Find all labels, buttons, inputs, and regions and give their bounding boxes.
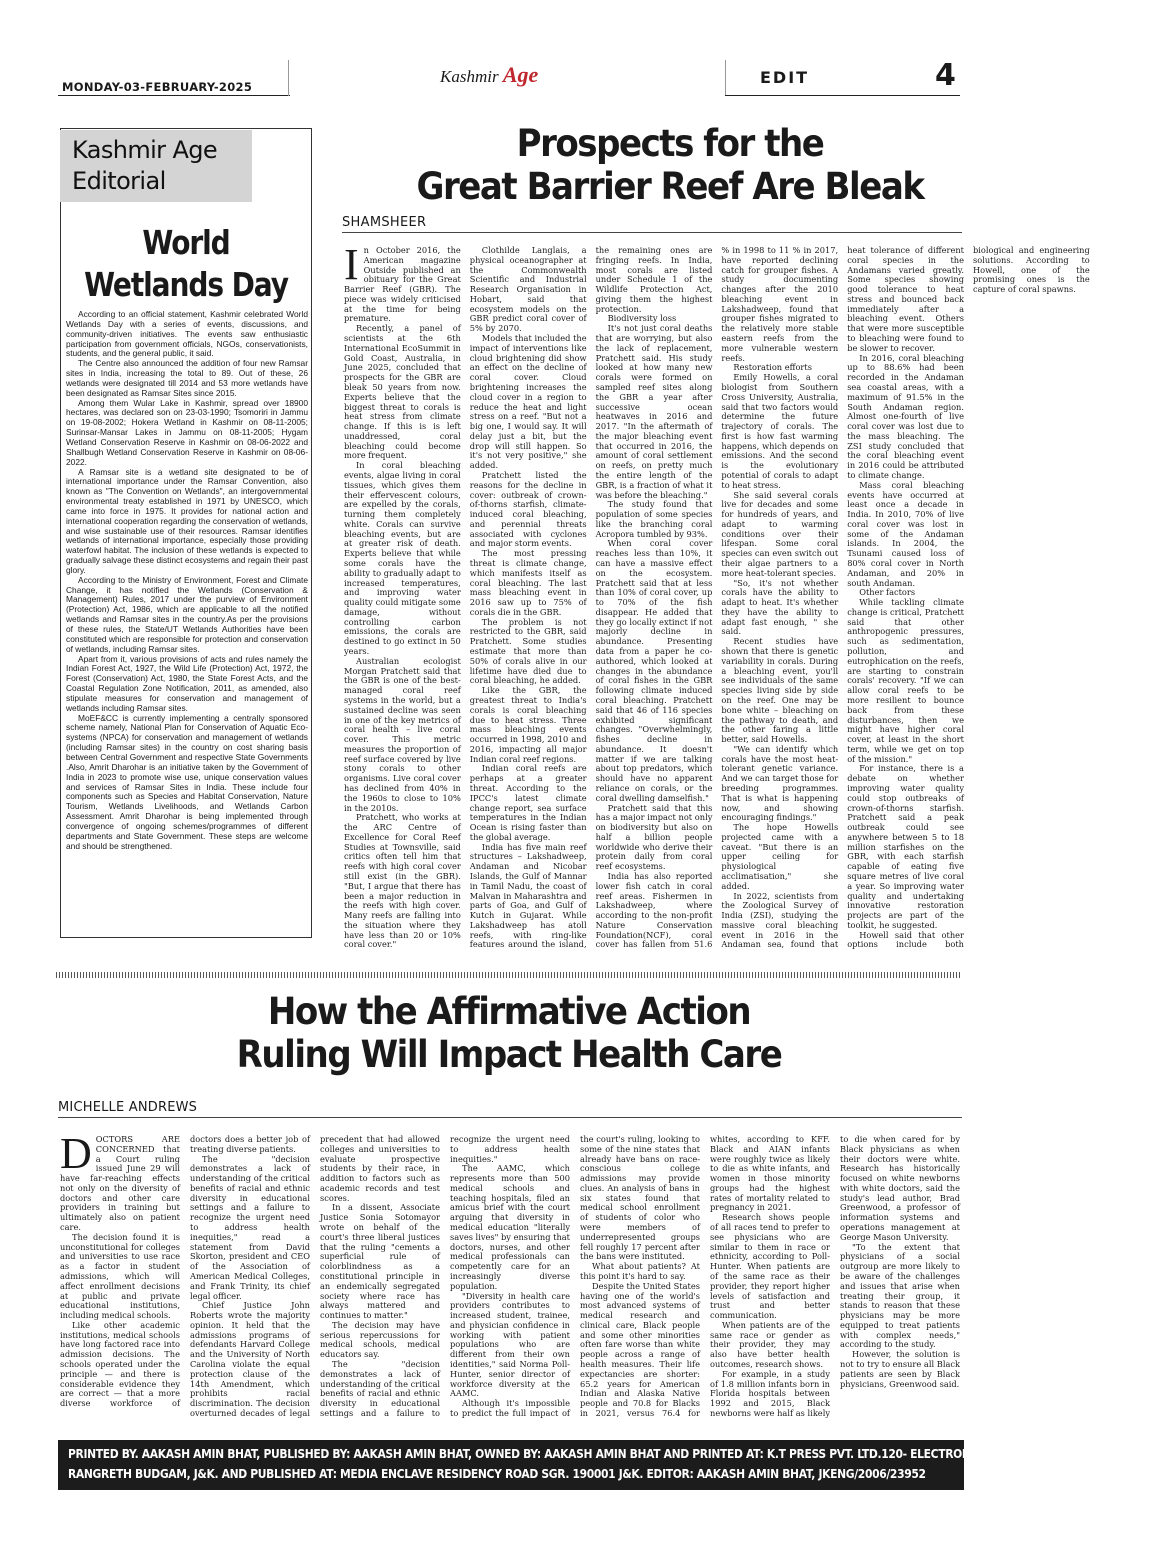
byline-rule xyxy=(58,1117,962,1118)
drop-cap: I xyxy=(344,240,359,289)
article-paragraph: Recently, a panel of scientists at the 6th International EcoSummit in Gold Coast, Australia, in June 2025, concluded that prospects for the GBR are bleak 50 years from now. Experts believe that the biggest threat to corals is heat stress from climate change. If this is is left unaddressed, coral bleaching could become more frequent. xyxy=(344,323,461,461)
header-divider-left xyxy=(288,60,289,96)
editorial-heading-line: Kashmir Age xyxy=(72,136,218,164)
editorial-title-line: World xyxy=(142,223,230,262)
article-paragraph: What about patients? At this point it's hard to say. xyxy=(580,1261,700,1281)
article-paragraph: Mass coral bleaching events have occurred at least once a decade in India. In 2010, 70% of live coral cover was lost in some of the Andaman islands. In 2004, the Tsunami caused loss of 80% coral cover in North Andaman, and 20% in south Andaman. xyxy=(847,479,964,588)
article-paragraph: Models that included the impact of interventions like cloud brightening did show an effect on the decline of coral cover. Cloud brightening increases the cloud cover in a region to reduce the heat and light stress on a reef. "But not a big one, I would say. It will delay just a bit, but the drop will still happen. So it's not very positive," she added. xyxy=(469,333,587,471)
article-paragraph: The problem is not restricted to the GBR, said Pratchett. Some studies estimate that more than 50% of corals alive in our lifetime have died due to coral bleaching, he added. xyxy=(469,616,587,686)
article-paragraph: Howell said that other options include both biological and engineering solutions. According to Howell, one of the promising ones is the capture of coral spawns. xyxy=(847,245,1090,950)
article-paragraph: "So, it's not whether corals have the ability to adapt to heat. It's whether they have the ability to adapt fast enough, " she said. xyxy=(721,577,839,637)
article-byline: SHAMSHEER xyxy=(342,215,427,230)
article-paragraph: The "decision demonstrates a lack of understanding of the critical benefits of racial and ethnic diversity in educational settings and a failure to recognize the urgent need to address health inequities." xyxy=(320,1134,570,1418)
article-paragraph: Australian ecologist Morgan Pratchett said that the GBR is one of the best-managed coral reef systems in the world, but a sustained decline was seen in one of the key metrics of coral health – live coral cover. This metric measures the proportion of reef surface covered by live stony corals to other organisms. Live coral cover has declined from 40% in the 1960s to close to 10% in the 2010s. xyxy=(344,655,461,813)
article-paragraph: The "decision demonstrates a lack of understanding of the critical benefits of racial and ethnic diversity in educational settings and a failure to recognize the urgent need to address health inequities," read a statement from David Skorton, president and CEO of the Association of American Medical Colleges, and Frank Trinity, its chief legal officer. xyxy=(190,1153,310,1301)
header-rule-left xyxy=(58,95,290,96)
article-paragraph xyxy=(60,1129,180,1233)
article-paragraph: For example, in a study of 1.8 million infants born in Florida hospitals between 1992 and 2015, Black newborns were half as likely to die when cared for by Black physicians as when their doctors were white. Research has historically focused on white newborns with white doctors, said the study's lead author, Brad Greenwood, a professor of information systems and operations management at George Mason University. xyxy=(710,1134,960,1418)
editorial-title-line: Wetlands Day xyxy=(84,265,288,304)
article-paragraph: It's not just coral deaths that are worrying, but also the lack of replacement, Pratchett said. His study looked at how many new corals were formed on sampled reef sites along the GBR a year after successive ocean heatwaves in 2016 and 2017. "In the aftermath of the major bleaching event that occurred in 2016, the amount of coral settlement on reefs, on pretty much the entire length of the GBR, is a fraction of what it was before the bleaching." xyxy=(595,323,713,500)
byline-rule xyxy=(342,232,962,233)
editorial-body xyxy=(66,310,308,851)
article-paragraph: In 2022, scientists from the Zoological Survey of India (ZSI), studying the massive coral bleaching event in 2016 in the Andaman sea, found that heat tolerance of different coral species in the Andamans varied greatly. Some species showing good tolerance to heat stress and bounced back immediately after a bleaching event. Others that were more susceptible to bleaching were found to be slower to recover. xyxy=(721,245,964,950)
imprint-line: RANGRETH BUDGAM, J&K. AND PUBLISHED AT: MEDIA ENCLAVE RESIDENCY ROAD SGR. 190001 J&K. EDITOR: AAKASH AMIN BHAT, JKENG/2006/23952 xyxy=(68,1466,926,1481)
article-paragraph: In coral bleaching events, algae living in coral tissues, which gives them their effervescent colours, are expelled by the corals, turning them completely white. Corals can survive bleaching events, but are at greater risk of death. Experts believe that while some corals have the ability to gradually adapt to increased temperatures, and improving water quality could mitigate some damage, without controlling carbon emissions, the corals are destined to go extinct in 50 years. xyxy=(344,460,461,657)
article-headline xyxy=(92,990,926,1076)
article-paragraph: Like other academic institutions, medical schools have long factored race into admission decisions. The schools operated under the principle — and there is considerable evidence they are correct — that a more diverse workforce of doctors does a better job of treating diverse patients. xyxy=(60,1134,310,1409)
article-paragraph: The most pressing threat is climate change, which manifests itself as coral bleaching. The last mass bleaching event in 2016 saw up to 75% of corals die in the GBR. xyxy=(469,548,587,617)
article-paragraph: Indian coral reefs are perhaps at a greater threat. According to the IPCC's latest climate change report, sea surface temperatures in the Indian Ocean is rising faster than the global average. xyxy=(469,763,587,842)
article-paragraph: She said several corals live for decades and some for hundreds of years, and adapt to warming conditions over their lifespan. Some coral species can even switch out their algae partners to a more heat-tolerant species. xyxy=(721,489,839,578)
article-headline xyxy=(366,122,973,208)
first-paragraph-text: OCTORS ARE CONCERNED that a Court ruling issued June 29 will have far-reaching effects not only on the diversity of doctors and other care providers in training but ultimately also on patient care. xyxy=(60,1134,180,1233)
article-paragraph: In a dissent, Associate Justice Sonia Sotomayor wrote on behalf of the court's three liberal justices that the ruling "cements a superficial rule of colorblindness as a constitutional principle in an endemically segregated society where race has always mattered and continues to matter." xyxy=(320,1202,440,1321)
article-paragraph: Emily Howells, a coral biologist from Southern Cross University, Australia, said that two factors would determine the future trajectory of corals. The first is how fast warming happens, which depends on emissions. And the second is the evolutionary potential of corals to adapt to heat stress. xyxy=(721,372,839,490)
article-paragraph: The AAMC, which represents more than 500 medical schools and teaching hospitals, filed an amicus brief with the court arguing that diversity in medical education "literally saves lives" by ensuring that doctors, nurses, and other medical professionals can competently care for an increasingly diverse population. xyxy=(450,1163,570,1291)
imprint-footer xyxy=(58,1440,1159,1490)
editorial-paragraph: According to the Ministry of Environment, Forest and Climate Change, it has notified the Wetlands (Conservation & Management) Rules, 2017 under the purview of Environment (Protection) Act, 1986, which are applicable to all the notified wetlands and Ramsar sites in the country.As per the provisions of these rules, the State/UT Wetlands Authorities have been constituted which are responsible for protection and conservation of wetlands, including Ramsar sites. xyxy=(66,574,308,654)
article-paragraph: However, the solution is not to try to ensure all Black patients are seen by Black physicians, Greenwood said. xyxy=(840,1349,960,1389)
article-paragraph: When patients are of the same race or gender as their provider, they may also have better health outcomes, research shows. xyxy=(710,1319,830,1369)
headline-line: Prospects for the xyxy=(516,122,824,165)
article-paragraph: Pratchett said that this has a major impact not only on biodiversity but also on half a billion people worldwide who derive their protein daily from coral reef ecosystems. xyxy=(595,802,713,872)
imprint-line: PRINTED BY. AAKASH AMIN BHAT, PUBLISHED BY: AAKASH AMIN BHAT, OWNED BY: AAKASH AMIN BHAT AND PRINTED AT: K.T PRESS PVT. LTD.120- ELECTRONIC COMPLEX INDUSTRIAL ESTATE xyxy=(68,1446,1159,1461)
editorial-paragraph: Apart from it, various provisions of acts and rules namely the Indian Forest Act, 1927, the Wild Life (Protection) Act, 1972, the Forest (Conservation) Act, 1980, the State Forest Acts, and the Coastal Regulation Zone Notification, 2011, as amended, also stipulate measures for conservation and management of wetlands including Ramsar sites. xyxy=(66,653,308,713)
article-paragraph: Like the GBR, the greatest threat to India's corals is coral bleaching due to heat stress. Three mass bleaching events occurred in 1998, 2010 and 2016, impacting all major Indian coral reef regions. xyxy=(469,685,587,764)
article-paragraph: Pratchett, who works at the ARC Centre of Excellence for Coral Reef Studies at Townsville, said critics often tell him that reefs with high coral cover still exist (in the GBR). "But, I argue that there has been a major reduction in the reefs with high cover. Many reefs are falling into the situation where they have less than 20 or 10% coral cover." xyxy=(344,812,461,950)
headline-line: How the Affirmative Action xyxy=(267,990,751,1033)
editorial-title xyxy=(84,222,288,306)
article-byline: MICHELLE ANDREWS xyxy=(58,1100,198,1115)
headline-line: Ruling Will Impact Health Care xyxy=(236,1033,782,1076)
article-paragraph: Recent studies have shown that there is genetic variability in corals. During a bleaching event, you'll see individuals of the same species living side by side on the reef. One may be bone white – bleaching on the pathway to death, and the other faring a little better, said Howells. xyxy=(721,636,839,745)
article-paragraph: "To the extent that physicians of a social outgroup are more likely to be aware of the challenges and issues that arise when treating their group, it stands to reason that these physicians may be more equipped to treat patients with complex needs," according to the study. xyxy=(840,1241,960,1350)
masthead-logo xyxy=(440,62,570,88)
subheading: Biodiversity loss xyxy=(607,313,677,324)
article-paragraph: Research shows people of all races tend to prefer to see physicians who are similar to them in race or ethnicity, according to Poll-Hunter. When patients are of the same race as their provider, they report higher levels of satisfaction and trust and better communication. xyxy=(710,1212,830,1321)
editorial-paragraph: According to an official statement, Kashmir celebrated World Wetlands Day with a series of events, discussions, and community-driven initiatives. The events saw enthusiastic participation from government officials, NGOs, conservationists, students, and the general public, it said. xyxy=(66,309,308,359)
editorial-heading xyxy=(72,135,217,197)
section-separator xyxy=(56,972,962,978)
editorial-paragraph: A Ramsar site is a wetland site designated to be of international importance under the Ramsar Convention, also known as "The Convention on Wetlands", an intergovernmental environmental treaty established in 1971 by UNESCO, which came into force in 1975. It provides for national action and international cooperation regarding the conservation of wetlands, and wise sustainable use of their resources. Ramsar identifies wetlands of international importance, especially those providing waterfowl habitat. The inclusion of these wetlands is expected to gradually salvage these distinct ecosystems and regain their past glory. xyxy=(66,466,308,575)
article-body xyxy=(60,1129,960,1425)
article-paragraph: The hope Howells projected came with a caveat. "But there is an upper ceiling for physiological acclimatisation," she added. xyxy=(721,822,839,891)
masthead-text-accent: Age xyxy=(502,62,539,87)
section-label: EDIT xyxy=(760,68,810,87)
editorial-paragraph: Among them Wular Lake in Kashmir, spread over 18900 hectares, was declared son on 23-03-1990; Tsomoriri in Jammu on 19-08-2002; Hokera Wetland in Kashmir on 08-11-2005; Surinsar-Mansar Lakes in Jammu on 08-11-2005; Hygam Wetland Conservation Reserve in Kashmir on 08-06-2022 and Shallbugh Wetland Conservation Reserve in Kashmir on 08-06-2022. xyxy=(66,397,308,467)
subheading: Other factors xyxy=(859,587,916,598)
article-paragraph: Pratchett listed the reasons for the decline in cover: outbreak of crown-of-thorns starfish, climate-induced coral bleaching, and perennial threats associated with cyclones and major storm events. xyxy=(469,469,587,549)
subheading: Restoration efforts xyxy=(733,362,812,373)
article-paragraph: India has five main reef structures – Lakshadweep, Andaman and Nicobar Islands, the Gulf of Mannar in Tamil Nadu, the coast of Malvan in Maharashtra and parts of Goa, and Gulf of Kutch in Gujarat. While Lakshadweep has atoll reefs, with ring-like features around the island, the remaining ones are fringing reefs. In India, most corals are listed under Schedule 1 of the Wildlife Protection Act, giving them the highest protection. xyxy=(469,245,713,950)
article-paragraph: Despite the United States having one of the world's most advanced systems of medical research and clinical care, Black people and some other minorities often fare worse than white people across a range of health measures. Their life expectancies are shorter: 65.2 years for American Indian and Alaska Native people and 70.8 for Blacks in 2021, versus 76.4 for whites, according to KFF. Black and AIAN infants were roughly twice as likely to die as white infants, and women in those minority groups had the highest rates of mortality related to pregnancy in 2021. xyxy=(580,1134,830,1418)
article-paragraph: The decision found it is unconstitutional for colleges and universities to use race as a factor in student admissions, which will affect enrollment decisions at public and private educational institutions, including medical schools. xyxy=(60,1231,180,1321)
article-paragraph: Chief Justice John Roberts wrote the majority opinion. It held that the admissions programs of defendants Harvard College and the University of North Carolina violate the equal protection clause of the 14th Amendment, which prohibits racial discrimination. The decision overturned decades of legal precedent that had allowed colleges and universities to evaluate prospective students by their race, in addition to factors such as academic records and test scores. xyxy=(190,1134,440,1418)
article-paragraph: The study found that population of some species like the branching coral Acropora tumbled by 93%. xyxy=(595,499,713,539)
first-paragraph-text: n October 2016, the American magazine Outside published an obituary for the Great Barrier Reef (GBR). The piece was widely criticised at the time for being premature. xyxy=(344,245,461,324)
issue-date: MONDAY-03-FEBRUARY-2025 xyxy=(62,80,253,94)
page-number: 4 xyxy=(935,58,956,93)
article-paragraph: "We can identify which corals have the most heat-tolerant genetic variance. And we can target those for breeding programmes. That is what is happening now, and showing encouraging findings." xyxy=(721,743,839,823)
article-paragraph: India has also reported lower fish catch in coral reef areas. Fishermen in Lakshadweep, where according to the non-profit Nature Conservation Foundation(NCF), coral cover has fallen from 51.6 % in 1998 to 11 % in 2017, have reported declining catch for grouper fishes. A study documenting changes after the 2010 bleaching event in Lakshadweep, found that grouper fishes migrated to the relatively more stable eastern reefs from the more vulnerable western reefs. xyxy=(595,245,839,950)
editorial-paragraph: MoEF&CC is currently implementing a centrally sponsored scheme namely, National Plan for Conservation of Aquatic Eco-systems (NPCA) for conservation and management of wetlands (including Ramsar sites) in the country on cost sharing basis between Central Government and respective State Governments .Also, Amrit Dharohar is an initiative taken by the Government of India in 2023 to promote wise use, unique conservation values and services of Ramsar Sites in India. These include four components such as Species and Habitat Conservation, Nature Tourism, Wetlands Livelihoods, and Wetlands Carbon Assessment. Amrit Dharohar is being implemented through convergence of ongoing schemes/programmes of different departments and State Government. These steps are welcome and should be strengthened. xyxy=(66,712,308,851)
article-paragraph: In 2016, coral bleaching up to 88.6% had been recorded in the Andaman sea coastal areas, with a maximum of 91.5% in the South Andaman region. Almost one-fourth of live coral cover was lost due to the mass bleaching. The ZSI study concluded that the coral bleaching event in 2016 could be attributed to climate change. xyxy=(847,352,964,480)
header-rule-right xyxy=(725,95,960,96)
header-divider-right xyxy=(725,60,726,96)
drop-cap: D xyxy=(60,1129,92,1178)
editorial-heading-line: Editorial xyxy=(72,167,166,195)
headline-line: Great Barrier Reef Are Bleak xyxy=(416,165,924,208)
editorial-paragraph: The Centre also announced the addition of four new Ramsar sites in India, increasing the total to 89. Out of these, 26 wetlands were designated till 2014 and 53 more wetlands have been designated as Ramsar Sites since 2015. xyxy=(66,358,308,398)
article-paragraph: Although it's impossible to predict the full impact of the court's ruling, looking to some of the nine states that already have bans on race-conscious college admissions may provide clues. An analysis of bans in six states found that medical school enrollment of students of color who were members of underrepresented groups fell roughly 17 percent after the bans were instituted. xyxy=(450,1134,700,1418)
article-paragraph: When coral cover reaches less than 10%, it can have a massive effect on the ecosystem. Pratchett said that at less than 10% of coral cover, up to 70% of the fish disappear. He added that they go locally extinct if not majorly decline in abundance. Presenting data from a paper he co-authored, which looked at changes in the abundance of coral fishes in the GBR following climate induced coral bleaching. Pratchett said that 46 of 116 species exhibited significant changes. "Overwhelmingly, fishes decline in abundance. It doesn't matter if we are talking about top predators, which should have no apparent reliance on corals, or the coral dwelling damselfish." xyxy=(595,538,713,803)
article-paragraph xyxy=(344,240,461,324)
article-paragraph: "Diversity in health care providers contributes to increased student, trainee, and physician confidence in working with patient populations who are different from their own identities," said Norma Poll-Hunter, senior director of workforce diversity at the AAMC. xyxy=(450,1290,570,1399)
article-paragraph: For instance, there is a debate on whether improving water quality could stop outbreaks of crown-of-thorns starfish. Pratchett said a peak outbreak could see anywhere between 5 to 18 million starfishes on the GBR, with each starfish capable of eating five square metres of live coral a year. So improving water quality and undertaking innovative restoration projects are part of the toolkit, he suggested. xyxy=(847,763,964,930)
article-body xyxy=(344,240,1090,960)
article-paragraph: Clothilde Langlais, a physical oceanographer at the Commonwealth Scientific and Industrial Research Organisation in Hobart, said that ecosystem models on the GBR predict coral cover of 5% by 2070. xyxy=(469,245,587,334)
masthead-text: Kashmir xyxy=(440,67,503,86)
article-paragraph: The decision may have serious repercussions for medical schools, medical educators say. xyxy=(320,1319,440,1360)
article-paragraph: While tackling climate change is critical, Pratchett said that other anthropogenic pressures, such as sedimentation, pollution, and eutrophication on the reefs, are starting to constrain corals' recovery. "If we can allow coral reefs to be more resilient to bounce back from these disturbances, then we might have higher coral cover, at least in the short term, while we get on top of the mission." xyxy=(847,597,964,764)
